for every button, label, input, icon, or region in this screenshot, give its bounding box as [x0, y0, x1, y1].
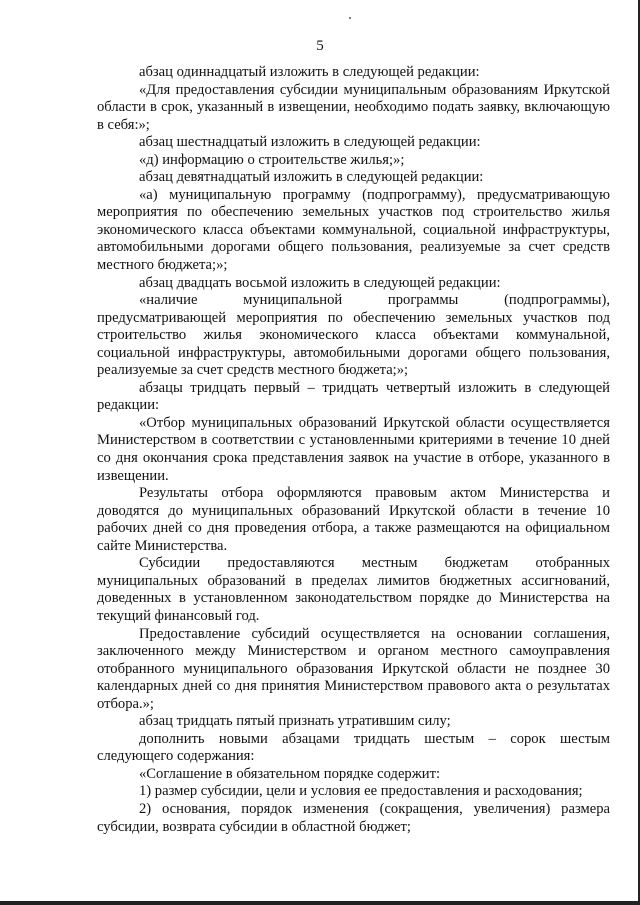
scan-dot: [349, 17, 351, 19]
paragraph: дополнить новыми абзацами тридцать шестым – сорок шестым следующего содержания:: [97, 730, 610, 765]
paragraph: абзацы тридцать первый – тридцать четвертый изложить в следующей редакции:: [97, 379, 610, 414]
paragraph: «Отбор муниципальных образований Иркутской области осуществляется Министерством в соответствии с установленными критериями в течение 10 дней со дня окончания срока представления заявок на участие в отборе, указанного в извещении.: [97, 414, 610, 484]
paragraph: Предоставление субсидий осуществляется на основании соглашения, заключенного между Министерством и органом местного самоуправления отобранного муниципального образования Иркутской области не позднее 30 календарных дней со дня принятия Министерством правового акта о результатах отбора.»;: [97, 625, 610, 712]
paragraph: 2) основания, порядок изменения (сокращения, увеличения) размера субсидии, возврата субсидии в областной бюджет;: [97, 800, 610, 835]
page-edge-bottom: [0, 901, 640, 905]
paragraph: абзац тридцать пятый признать утратившим силу;: [139, 713, 451, 730]
paragraph: «д) информацию о строительстве жилья;»;: [139, 151, 405, 168]
paragraph: абзац шестнадцатый изложить в следующей редакции:: [139, 134, 481, 151]
paragraph: абзац девятнадцатый изложить в следующей редакции:: [139, 169, 484, 186]
paragraph: «наличие муниципальной программы (подпрограммы), предусматривающей мероприятия по обеспечению земельных участков под строительство жилья экономического класса объектами коммунальной, социальной инфраструктуры, автомобильными дорогами общего пользования, реализуемые за счет средств местного бюджета;»;: [97, 292, 610, 379]
page-number: 5: [316, 38, 324, 54]
document-body: [97, 64, 610, 836]
paragraph: «Соглашение в обязательном порядке содержит:: [139, 765, 441, 782]
paragraph: абзац одиннадцатый изложить в следующей редакции:: [139, 64, 480, 80]
paragraph: абзац двадцать восьмой изложить в следующей редакции:: [139, 274, 501, 291]
paragraph: «а) муниципальную программу (подпрограмму), предусматривающую мероприятия по обеспечению земельных участков под строительство жилья экономического класса объектами коммунальной, социальной инфраструктуры, автомобильными дорогами общего пользования, реализуемые за счет средств местного бюджета;»;: [97, 186, 610, 274]
paragraph: Субсидии предоставляются местным бюджетам отобранных муниципальных образований в пределах лимитов бюджетных ассигнований, доведенных в установленном законодательством порядке до Министерства на текущий финансовый год.: [97, 555, 610, 624]
paragraph: 1) размер субсидии, цели и условия ее предоставления и расходования;: [139, 783, 583, 800]
paragraph: «Для предоставления субсидии муниципальным образованиям Иркутской области в срок, указанный в извещении, необходимо подать заявку, включающую в себя:»;: [97, 81, 610, 133]
paragraph: Результаты отбора оформляются правовым актом Министерства и доводятся до муниципальных образований Иркутской области в течение 10 рабочих дней со дня проведения отбора, а также размещаются на официальном сайте Министерства.: [97, 485, 610, 554]
